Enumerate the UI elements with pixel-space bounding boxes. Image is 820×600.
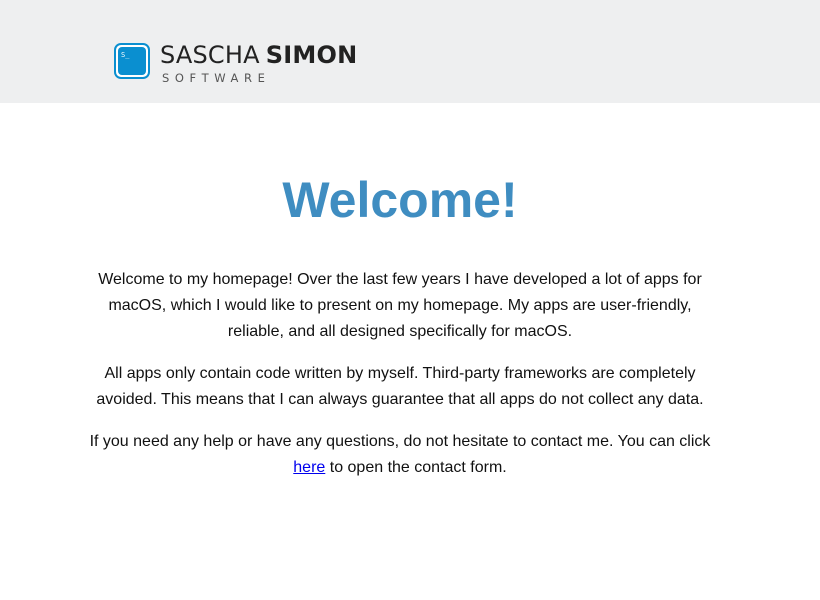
brand-first-name: SASCHA [160,41,260,69]
site-header [0,0,820,103]
privacy-paragraph: All apps only contain code written by myself. Third-party frameworks are completely avoided. This means that I can always guarantee that all apps do not collect any data. [96,365,704,408]
contact-link[interactable]: here [293,459,326,476]
contact-paragraph [80,429,720,481]
logo-text [160,42,357,85]
page-title: Welcome! [282,172,518,228]
main-content [80,166,720,497]
site-logo[interactable] [114,42,357,85]
contact-text-before: If you need any help or have any questions, do not hesitate to contact me. You can click [89,433,711,450]
brand-subtitle: SOFTWARE [162,71,271,85]
contact-text-after: to open the contact form. [325,459,507,476]
brand-last-name: SIMON [265,41,358,69]
terminal-icon [114,43,150,79]
intro-paragraph: Welcome to my homepage! Over the last few years I have developed a lot of apps for macOS, which I would like to present on my homepage. My apps are user-friendly, reliable, and all designed specifically for macOS. [98,271,702,340]
brand-name [160,42,357,68]
logo-glyph: S_ [121,51,130,59]
